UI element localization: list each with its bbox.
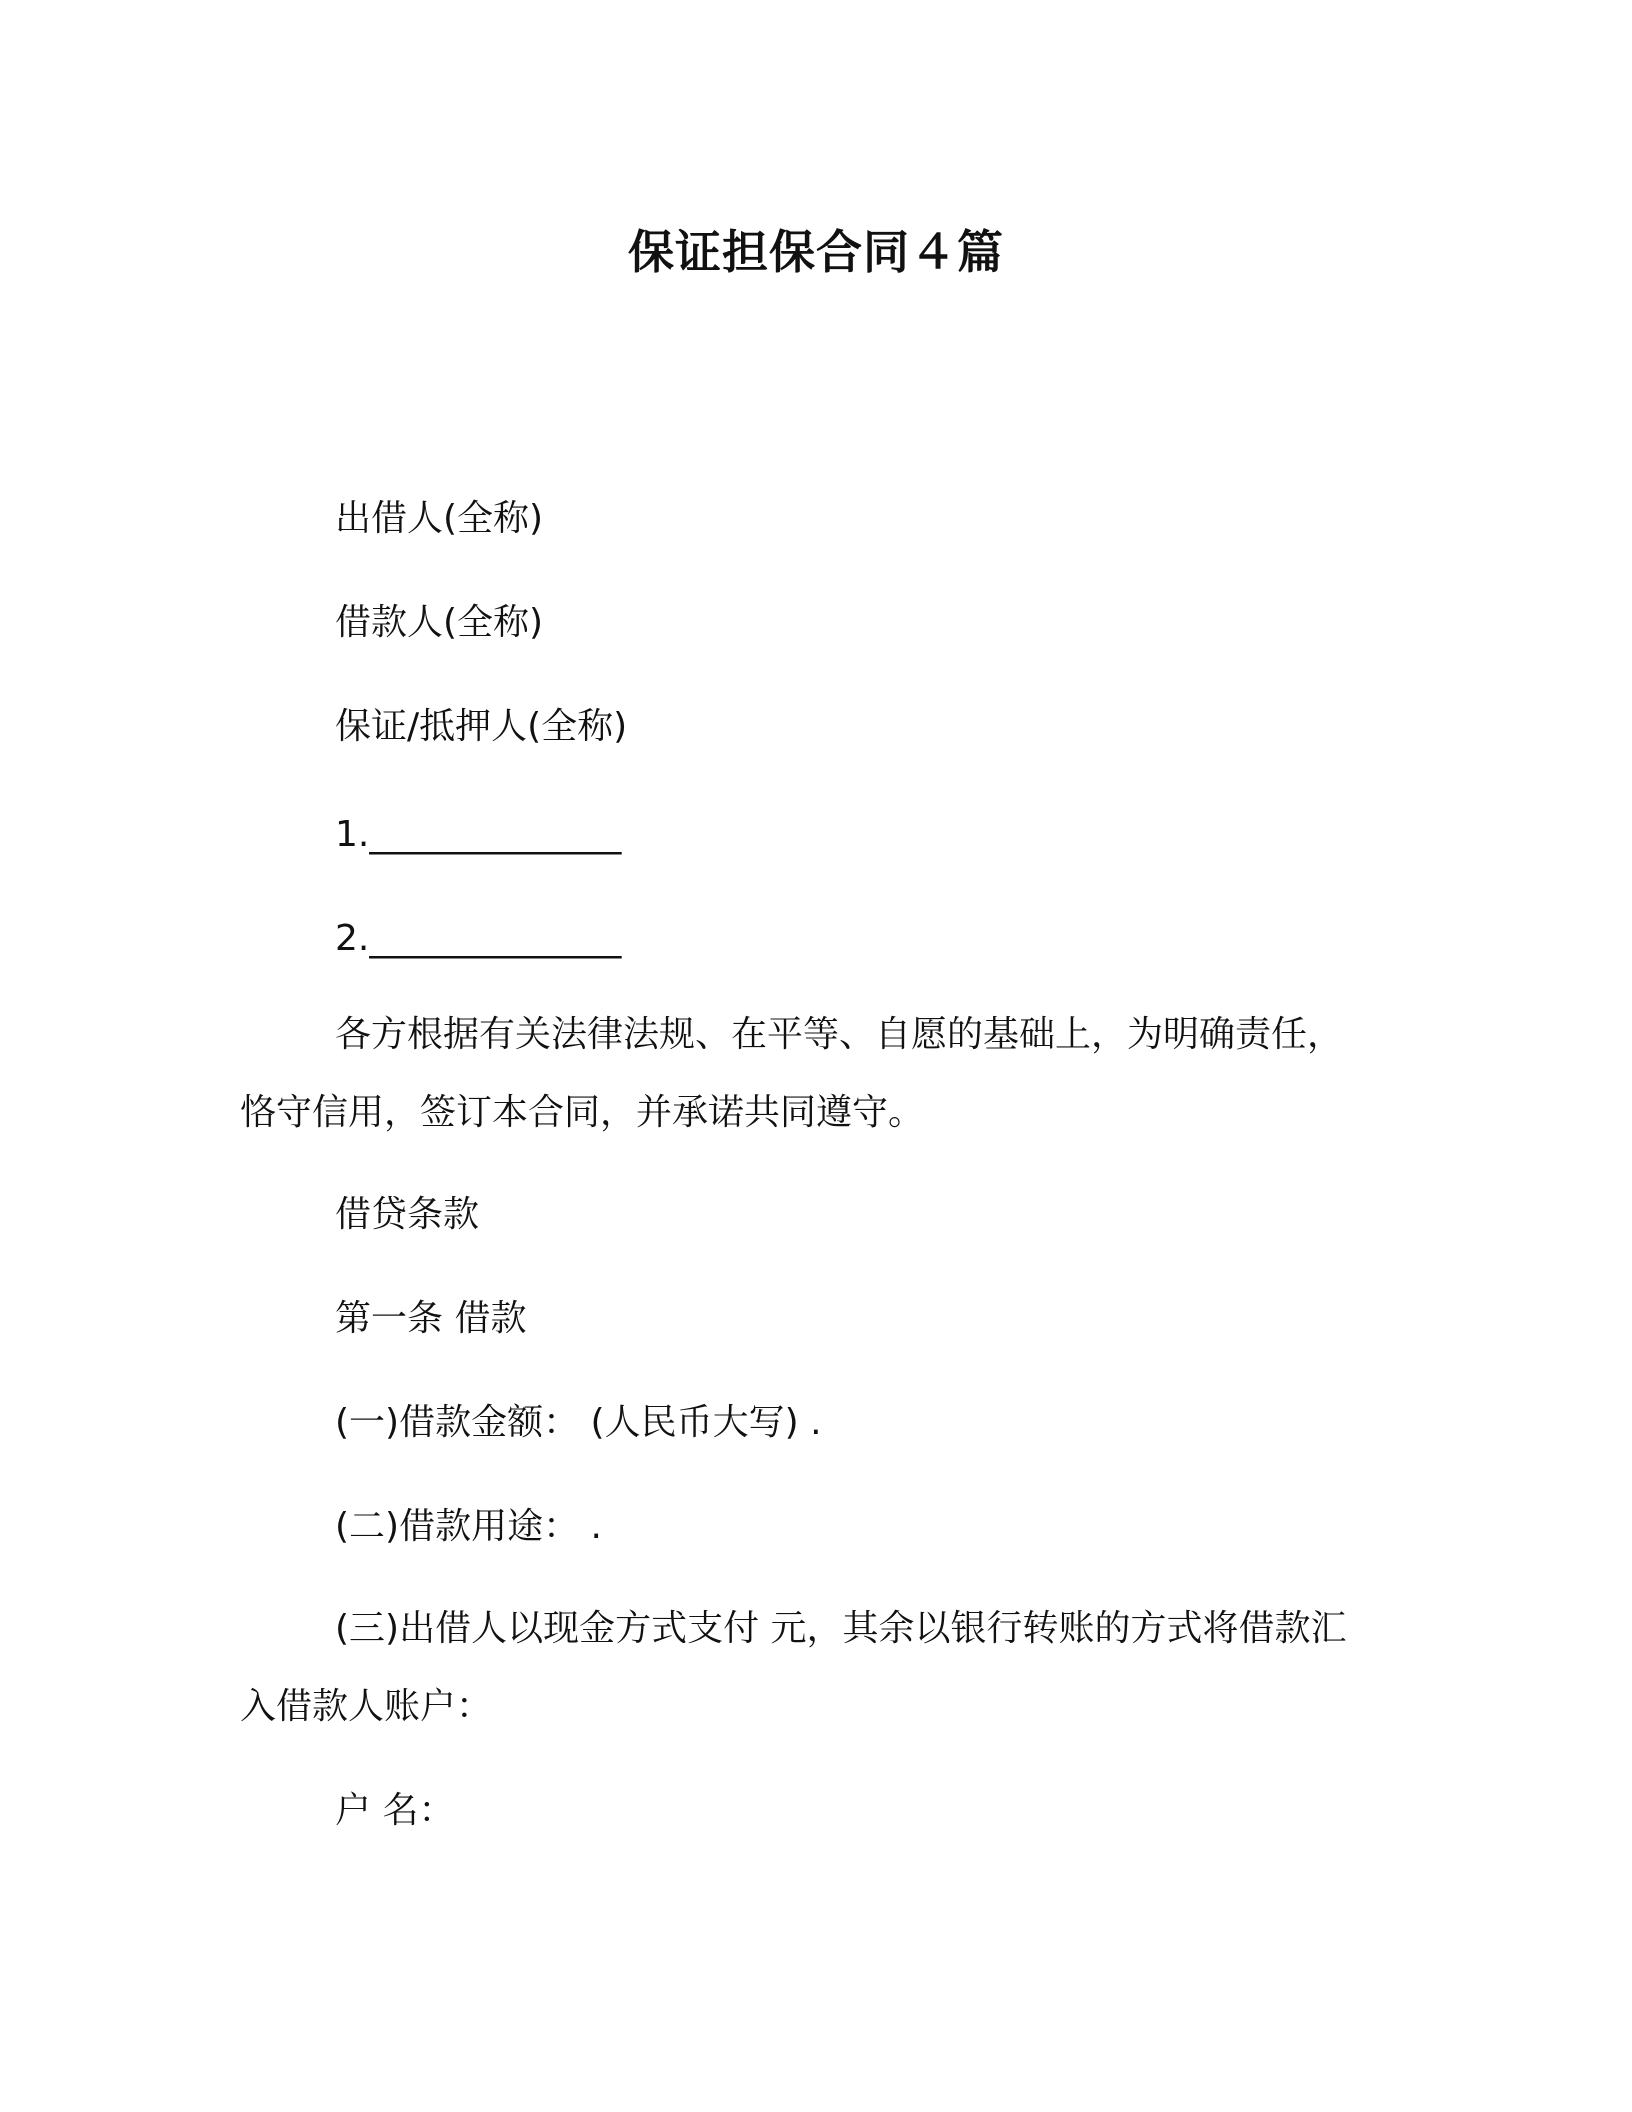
intro-paragraph-line-1: 各方根据有关法律法规、在平等、自愿的基础上，为明确责任， xyxy=(335,1014,1344,1055)
intro-paragraph-line-2: 恪守信用，签订本合同，并承诺共同遵守。 xyxy=(240,1092,925,1133)
payment-method-line-2: 入借款人账户： xyxy=(240,1686,493,1727)
loan-terms-heading: 借贷条款 xyxy=(335,1194,480,1235)
guarantor-blank-1: 1.______________ xyxy=(335,814,622,855)
borrower-line: 借款人(全称) xyxy=(335,602,544,643)
article-1-heading: 第一条 借款 xyxy=(335,1298,527,1339)
payment-method-line-1: (三)出借人以现金方式支付 元，其余以银行转账的方式将借款汇 xyxy=(335,1608,1347,1649)
loan-amount-item: (一)借款金额： (人民币大写) . xyxy=(335,1402,822,1443)
document-title: 保证担保合同４篇 xyxy=(628,225,1004,279)
guarantor-blank-2: 2.______________ xyxy=(335,918,622,959)
guarantor-line: 保证/抵押人(全称) xyxy=(335,706,628,747)
lender-line: 出借人(全称) xyxy=(335,498,544,539)
loan-purpose-item: (二)借款用途： . xyxy=(335,1506,602,1547)
account-name-line: 户 名： xyxy=(335,1790,455,1831)
